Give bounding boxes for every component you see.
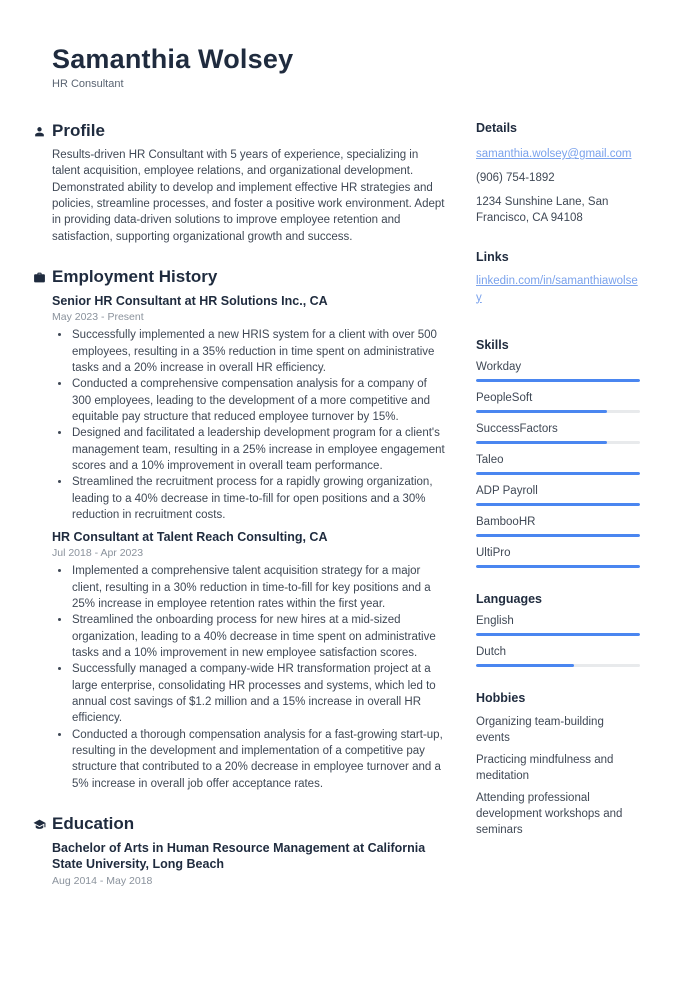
language-item xyxy=(476,615,640,636)
skill-bar-track xyxy=(476,441,640,444)
details-heading: Details xyxy=(476,121,517,136)
employment-section xyxy=(33,267,448,792)
language-bar-track xyxy=(476,664,640,667)
skill-bar-track xyxy=(476,565,640,568)
skill-label: BambooHR xyxy=(476,515,536,528)
skills-section xyxy=(476,338,640,568)
skill-item xyxy=(476,516,640,537)
job-title: HR Consultant at Talent Reach Consulting, CA xyxy=(52,530,328,545)
language-bar-fill xyxy=(476,664,574,667)
main-column xyxy=(33,121,448,909)
skill-bar-track xyxy=(476,503,640,506)
resume-header xyxy=(0,0,700,90)
links-heading: Links xyxy=(476,250,509,265)
profile-heading-row xyxy=(33,121,448,141)
skills-heading: Skills xyxy=(476,337,509,352)
employment-heading-row xyxy=(33,267,448,287)
job-dates: May 2023 - Present xyxy=(52,311,144,324)
job-bullet: • Conducted a comprehensive compensation analysis for a company of 300 employees, leading to the development of a more competitive and equitable pay structure that reduced employee turnover by 15%. xyxy=(71,376,448,425)
language-label: English xyxy=(476,614,514,627)
skill-bar-fill xyxy=(476,503,640,506)
skill-bar-track xyxy=(476,472,640,475)
education-body xyxy=(52,840,448,887)
candidate-job-title: HR Consultant xyxy=(52,78,124,91)
job-bullet-list xyxy=(52,563,448,792)
language-label: Dutch xyxy=(476,645,507,658)
links-section xyxy=(476,250,640,313)
job-bullet: • Implemented a comprehensive talent acquisition strategy for a major client, resulting in a 30% reduction in time-to-fill for key positions and a 25% increase in employee retention rates within the first year. xyxy=(71,563,448,612)
skill-bar-fill xyxy=(476,565,640,568)
hobby-item: Attending professional development workshops and seminars xyxy=(476,791,623,837)
profile-body xyxy=(52,147,448,245)
hobby-item: Practicing mindfulness and meditation xyxy=(476,753,614,782)
job-bullet-list xyxy=(52,327,448,523)
education-heading-row xyxy=(33,814,448,834)
languages-section xyxy=(476,592,640,667)
skill-bar-fill xyxy=(476,472,640,475)
hobby-item: Organizing team-building events xyxy=(476,715,604,744)
skill-item xyxy=(476,361,640,382)
job-bullet: • Conducted a thorough compensation analysis for a fast-growing start-up, resulting in the development and implementation of a competitive pay structure that contributed to a 20% decrease in employee turnover and a 5% increase in overall job offer acceptance rates. xyxy=(71,727,448,792)
skill-bar-fill xyxy=(476,441,607,444)
job-entry xyxy=(52,293,448,523)
content-columns xyxy=(0,121,700,909)
employment-heading: Employment History xyxy=(52,267,218,287)
job-bullet: • Streamlined the recruitment process for a rapidly growing organization, leading to a 40% decrease in time-to-fill for open positions and a 30% reduction in recruitment costs. xyxy=(71,474,448,523)
skill-item xyxy=(476,485,640,506)
skill-item xyxy=(476,454,640,475)
details-section xyxy=(476,121,640,226)
education-dates: Aug 2014 - May 2018 xyxy=(52,874,153,887)
profile-text: Results-driven HR Consultant with 5 years of experience, specializing in talent acquisition, employee relations, and organizational development. Demonstrated ability to develop and implement effective HR strategies and policies, streamline processes, and foster a positive work environment. Adept in providing data-driven solutions to improve employee retention and satisfaction, supporting organizational growth and success. xyxy=(52,149,445,243)
job-dates: Jul 2018 - Apr 2023 xyxy=(52,547,144,560)
job-bullet: • Streamlined the onboarding process for new hires at a mid-sized organization, leading to a 40% decrease in time spent on administrative tasks and a 10% improvement in new employee satisfaction scores. xyxy=(71,612,448,661)
skill-item xyxy=(476,392,640,413)
hobbies-section xyxy=(476,691,640,839)
language-item xyxy=(476,646,640,667)
skill-item xyxy=(476,423,640,444)
skill-label: Workday xyxy=(476,360,522,373)
employment-body xyxy=(52,293,448,792)
education-section xyxy=(33,814,448,887)
skill-bar-fill xyxy=(476,534,640,537)
skill-label: Taleo xyxy=(476,453,504,466)
linkedin-link[interactable]: linkedin.com/in/samanthiawolsey xyxy=(476,275,638,304)
hobbies-heading: Hobbies xyxy=(476,690,526,705)
degree-title: Bachelor of Arts in Human Resource Management at California State University, Long Beach xyxy=(52,841,426,872)
skill-bar-fill xyxy=(476,379,640,382)
skill-label: SuccessFactors xyxy=(476,422,558,435)
skill-label: ADP Payroll xyxy=(476,484,538,497)
language-bar-track xyxy=(476,633,640,636)
job-bullet: • Successfully implemented a new HRIS system for a client with over 500 employees, resulting in a 35% reduction in time spent on administrative tasks and a 20% increase in overall HR efficiency. xyxy=(71,327,448,376)
skill-bar-track xyxy=(476,410,640,413)
profile-heading: Profile xyxy=(52,121,105,141)
briefcase-icon xyxy=(33,271,46,284)
profile-section xyxy=(33,121,448,245)
address: 1234 Sunshine Lane, San Francisco, CA 94108 xyxy=(476,196,609,225)
skill-bar-track xyxy=(476,379,640,382)
job-bullet: • Designed and facilitated a leadership development program for a client's management team, resulting in a 25% increase in employee engagement scores and a 10% improvement in overall team performance. xyxy=(71,425,448,474)
email-link[interactable]: samanthia.wolsey@gmail.com xyxy=(476,148,632,161)
graduation-cap-icon xyxy=(33,818,46,831)
job-entry xyxy=(52,529,448,792)
skill-bar-track xyxy=(476,534,640,537)
sidebar-column xyxy=(476,121,640,909)
skill-bar-fill xyxy=(476,410,607,413)
phone-number: (906) 754-1892 xyxy=(476,172,555,185)
job-bullet: • Successfully managed a company-wide HR transformation project at a large enterprise, consolidating HR processes and systems, which led to annual cost savings of $1.2 million and a 15% increase in overall HR efficiency. xyxy=(71,661,448,726)
candidate-name: Samanthia Wolsey xyxy=(52,44,294,74)
skill-label: PeopleSoft xyxy=(476,391,533,404)
person-icon xyxy=(33,125,46,138)
job-title: Senior HR Consultant at HR Solutions Inc., CA xyxy=(52,294,328,309)
language-bar-fill xyxy=(476,633,640,636)
languages-heading: Languages xyxy=(476,591,542,606)
skill-label: UltiPro xyxy=(476,546,511,559)
skill-item xyxy=(476,547,640,568)
education-heading: Education xyxy=(52,814,135,834)
